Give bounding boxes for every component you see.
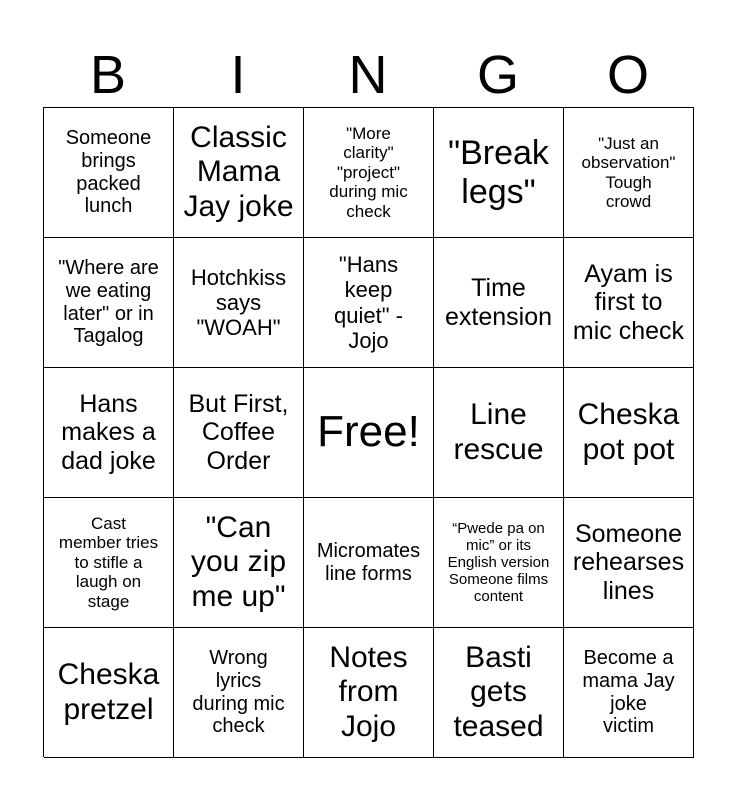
bingo-cell-r5c5[interactable]: Become a mama Jay joke victim xyxy=(564,628,694,758)
bingo-cell-r1c2[interactable]: Classic Mama Jay joke xyxy=(174,108,304,238)
bingo-cell-r1c5[interactable]: "Just an observation" Tough crowd xyxy=(564,108,694,238)
bingo-cell-r4c1[interactable]: Cast member tries to stifle a laugh on stage xyxy=(44,498,174,628)
header-letter-g: G xyxy=(476,45,519,105)
header-letter-o: O xyxy=(606,45,649,105)
bingo-cell-r5c1[interactable]: Cheska pretzel xyxy=(44,628,174,758)
bingo-cell-r2c2[interactable]: Hotchkiss says "WOAH" xyxy=(174,238,304,368)
bingo-cell-r2c5[interactable]: Ayam is first to mic check xyxy=(564,238,694,368)
bingo-cell-r1c4[interactable]: "Break legs" xyxy=(434,108,564,238)
bingo-cell-r3c2[interactable]: But First, Coffee Order xyxy=(174,368,304,498)
bingo-cell-r5c2[interactable]: Wrong lyrics during mic check xyxy=(174,628,304,758)
bingo-cell-r3c4[interactable]: Line rescue xyxy=(434,368,564,498)
header-letter-b: B xyxy=(89,45,127,105)
bingo-cell-r4c2[interactable]: "Can you zip me up" xyxy=(174,498,304,628)
bingo-cell-r2c4[interactable]: Time extension xyxy=(434,238,564,368)
bingo-cell-r5c3[interactable]: Notes from Jojo xyxy=(304,628,434,758)
bingo-cell-r4c4[interactable]: “Pwede pa on mic” or its English version Someone films content xyxy=(434,498,564,628)
header-letter-n: N xyxy=(348,45,388,105)
bingo-board xyxy=(43,107,694,757)
bingo-cell-free[interactable]: Free! xyxy=(304,368,434,498)
header-letter-i: I xyxy=(230,45,246,105)
bingo-cell-r1c3[interactable]: "More clarity" "project" during mic check xyxy=(304,108,434,238)
bingo-cell-r3c1[interactable]: Hans makes a dad joke xyxy=(44,368,174,498)
bingo-cell-r2c3[interactable]: "Hans keep quiet" - Jojo xyxy=(304,238,434,368)
bingo-cell-r3c5[interactable]: Cheska pot pot xyxy=(564,368,694,498)
bingo-cell-r4c5[interactable]: Someone rehearses lines xyxy=(564,498,694,628)
bingo-cell-r1c1[interactable]: Someone brings packed lunch xyxy=(44,108,174,238)
bingo-cell-r4c3[interactable]: Micromates line forms xyxy=(304,498,434,628)
bingo-cell-r2c1[interactable]: "Where are we eating later" or in Tagalog xyxy=(44,238,174,368)
bingo-cell-r5c4[interactable]: Basti gets teased xyxy=(434,628,564,758)
bingo-header xyxy=(43,44,693,106)
